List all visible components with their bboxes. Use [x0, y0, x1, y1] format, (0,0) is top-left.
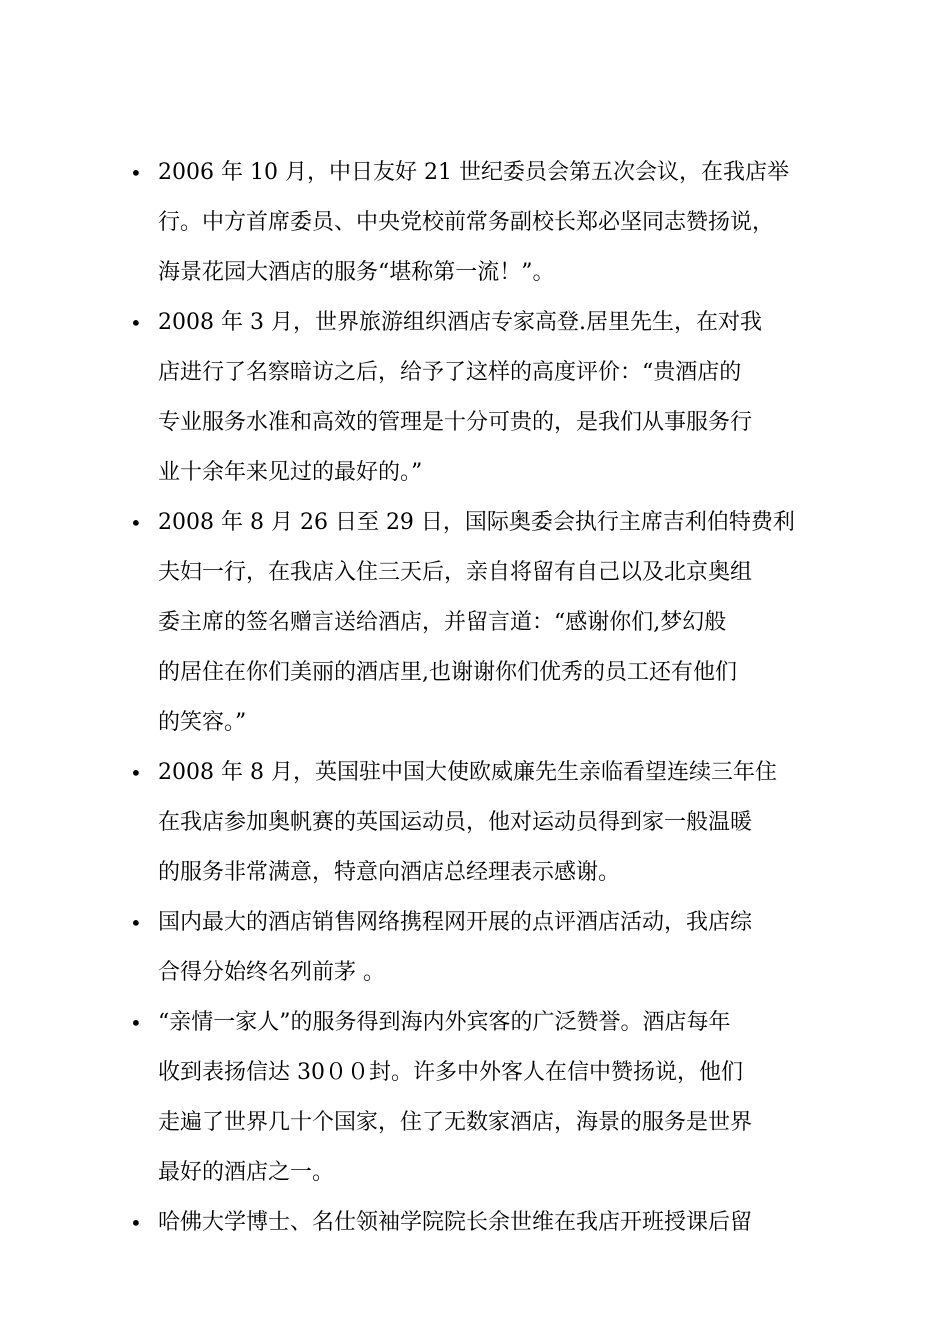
bullet-list	[130, 148, 850, 1248]
text-line: 2008 年 8 月 26 日至 29 日，国际奥委会执行主席吉利伯特费利	[158, 510, 795, 535]
text-line: 的服务非常满意，特意向酒店总经理表示感谢。	[158, 860, 621, 885]
bullet-icon: •	[130, 161, 142, 185]
bullet-icon: •	[130, 1211, 142, 1235]
bullet-icon: •	[130, 511, 142, 535]
text-line: 2008 年 3 月，世界旅游组织酒店专家高登.居里先生，在对我	[158, 310, 762, 335]
text-line: 在我店参加奥帆赛的英国运动员，他对运动员得到家一般温暖	[158, 810, 753, 835]
text-line: 夫妇一行，在我店入住三天后，亲自将留有自己以及北京奥组	[158, 560, 753, 585]
bullet-icon: •	[130, 311, 142, 335]
text-line: 业十余年来见过的最好的。”	[158, 460, 423, 485]
text-line: 海景花园大酒店的服务“堪称第一流！”。	[158, 260, 555, 285]
bullet-icon: •	[130, 1011, 142, 1035]
text-line: 最好的酒店之一。	[158, 1160, 335, 1185]
list-item	[130, 298, 850, 498]
text-line: 2008 年 8 月，英国驻中国大使欧威廉先生亲临看望连续三年住	[158, 760, 777, 785]
list-item	[130, 998, 850, 1198]
text-line: 行。中方首席委员、中央党校前常务副校长郑必坚同志赞扬说，	[158, 210, 775, 235]
text-line: 2006 年 10 月，中日友好 21 世纪委员会第五次会议，在我店举	[158, 160, 789, 185]
bullet-icon: •	[130, 761, 142, 785]
text-line: 的居住在你们美丽的酒店里,也谢谢你们优秀的员工还有他们	[158, 660, 737, 685]
list-item	[130, 148, 850, 298]
bullet-icon: •	[130, 911, 142, 935]
text-line: 的笑容。”	[158, 710, 247, 735]
text-line: 合得分始终名列前茅 。	[158, 960, 385, 985]
text-line: “亲情一家人”的服务得到海内外宾客的广泛赞誉。酒店每年	[158, 1010, 731, 1035]
text-line: 收到表扬信达 30００封。许多中外客人在信中赞扬说，他们	[158, 1060, 743, 1085]
list-item	[130, 898, 850, 998]
list-item	[130, 1198, 850, 1248]
text-line: 走遍了世界几十个国家，住了无数家酒店，海景的服务是世界	[158, 1110, 753, 1135]
text-line: 哈佛大学博士、名仕领袖学院院长余世维在我店开班授课后留	[158, 1210, 753, 1235]
list-item	[130, 748, 850, 898]
text-line: 委主席的签名赠言送给酒店，并留言道：“感谢你们,梦幻般	[158, 610, 727, 635]
list-item	[130, 498, 850, 748]
text-line: 店进行了名察暗访之后，给予了这样的高度评价：“贵酒店的	[158, 360, 742, 385]
text-line: 专业服务水准和高效的管理是十分可贵的，是我们从事服务行	[158, 410, 753, 435]
text-line: 国内最大的酒店销售网络携程网开展的点评酒店活动，我店综	[158, 910, 753, 935]
